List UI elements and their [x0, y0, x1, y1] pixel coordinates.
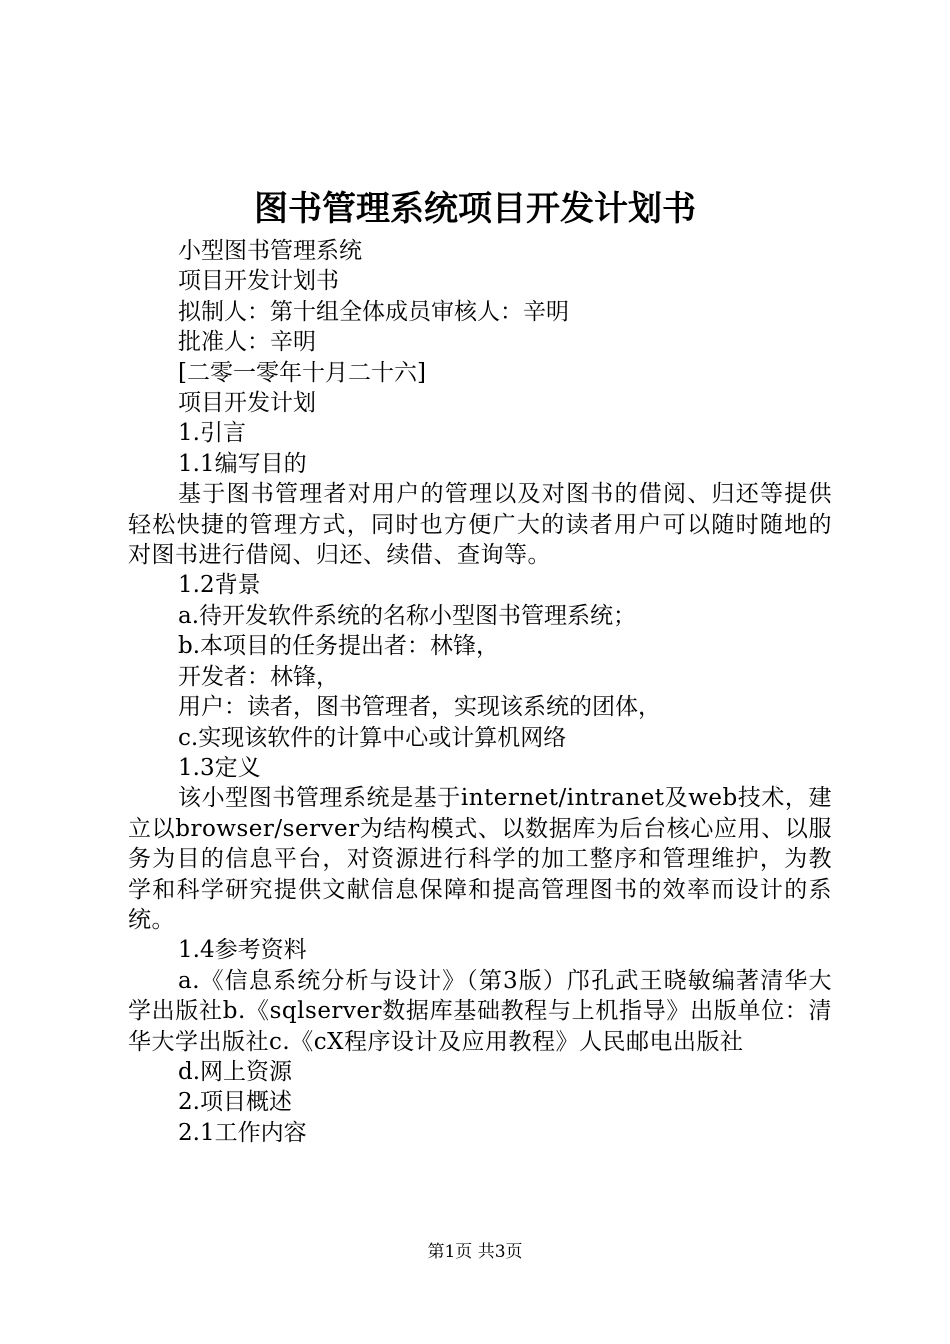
text-line: 项目开发计划: [178, 390, 316, 417]
section-heading: 1.1编写目的: [178, 450, 307, 477]
section-heading: 1.4参考资料: [178, 937, 307, 964]
text-line: b.本项目的任务提出者：林锋，: [178, 633, 500, 660]
definition-paragraph: 该小型图书管理系统是基于internet/intranet及web技术，建立以browser/server为结构模式、以数据库为后台核心应用、以服务为目的信息平台，对资源进行科学的加工整序和管理维护，为教学和科学研究提供文献信息保障和提高管理图书的效率而设计的系统。: [128, 785, 832, 933]
section-heading: 2.1工作内容: [178, 1119, 307, 1146]
section-heading: 1.2背景: [178, 572, 261, 599]
text-line: 项目开发计划书: [178, 268, 339, 295]
purpose-paragraph: 基于图书管理者对用户的管理以及对图书的借阅、归还等提供轻松快捷的管理方式，同时也方便广大的读者用户可以随时随地的对图书进行借阅、归还、续借、查询等。: [128, 481, 832, 569]
document-body: [128, 236, 832, 1148]
page-footer: 第1页 共3页: [427, 1242, 523, 1262]
text-line: 用户：读者，图书管理者，实现该系统的团体，: [178, 694, 661, 721]
section-heading: 2.项目概述: [178, 1089, 292, 1116]
text-line: d.网上资源: [178, 1058, 293, 1085]
references-paragraph: a.《信息系统分析与设计》（第3版）邝孔武王晓敏编著清华大学出版社b.《sqlserver数据库基础教程与上机指导》出版单位：清华大学出版社c.《cX程序设计及应用教程》人民邮电出版社: [128, 967, 832, 1055]
text-line: 批准人：辛明: [178, 329, 316, 356]
text-line: 拟制人：第十组全体成员审核人：辛明: [178, 298, 569, 325]
section-heading: 1.引言: [178, 420, 246, 447]
text-line: a.待开发软件系统的名称小型图书管理系统；: [178, 602, 637, 629]
text-line: 小型图书管理系统: [178, 238, 362, 264]
section-heading: 1.3定义: [178, 754, 261, 781]
text-line: c.实现该软件的计算中心或计算机网络: [178, 724, 567, 751]
text-line: 开发者：林锋，: [178, 663, 339, 690]
document-title: 图书管理系统项目开发计划书: [254, 189, 696, 229]
text-line: [二零一零年十月二十六]: [178, 359, 426, 386]
